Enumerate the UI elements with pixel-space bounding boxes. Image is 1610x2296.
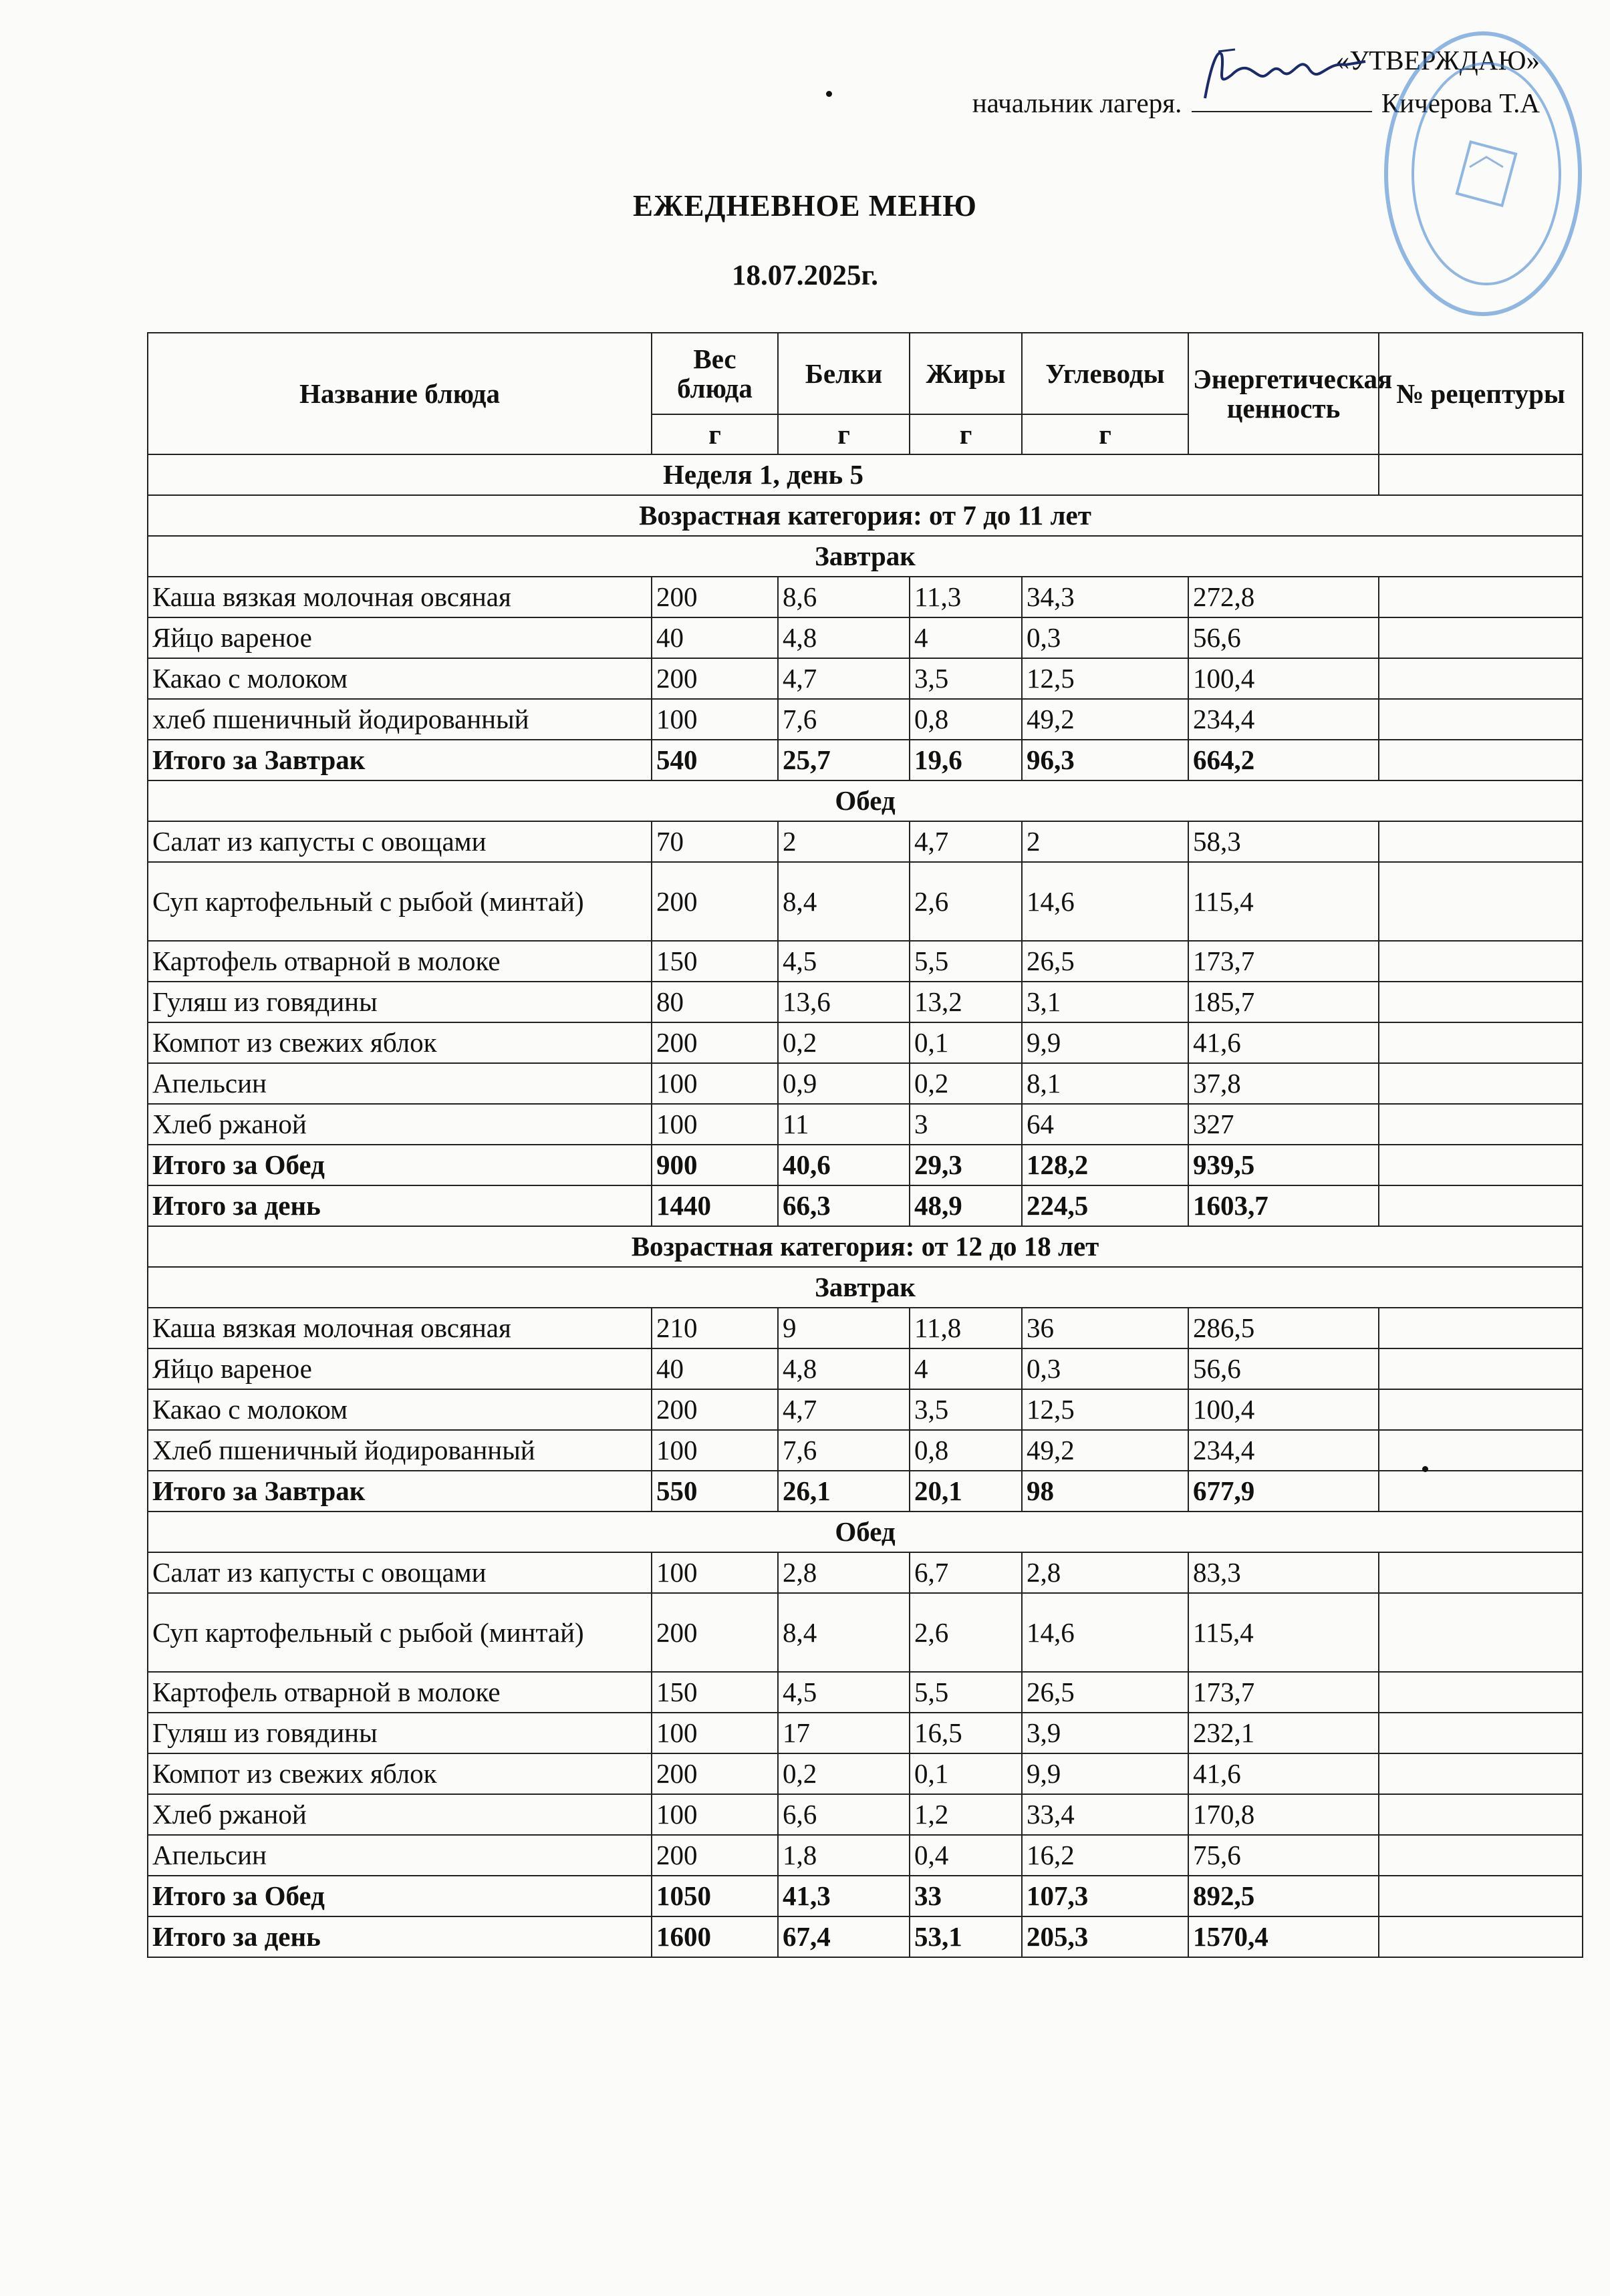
cell-protein: 2 [778,821,910,862]
menu-table [147,332,1583,1958]
cell-protein: 4,5 [778,941,910,982]
cell-fat: 53,1 [910,1916,1022,1957]
cell-energy: 234,4 [1188,1430,1379,1471]
cell-carbs: 9,9 [1022,1022,1188,1063]
cell-energy: 115,4 [1188,1593,1379,1672]
cell-recipe [1379,1145,1583,1185]
cell-name: Каша вязкая молочная овсяная [148,1308,652,1348]
cell-recipe [1379,821,1583,862]
cell-protein: 0,2 [778,1022,910,1063]
cell-carbs: 96,3 [1022,740,1188,780]
week-recipe-cell [1379,454,1583,495]
cell-energy: 272,8 [1188,577,1379,617]
table-row [148,862,1583,941]
cell-carbs: 12,5 [1022,658,1188,699]
cell-weight: 100 [652,1104,778,1145]
table-row [148,1348,1583,1389]
cell-carbs: 0,3 [1022,1348,1188,1389]
cell-energy: 185,7 [1188,982,1379,1022]
meal-title: Обед [148,1512,1583,1552]
cell-weight: 200 [652,1389,778,1430]
cell-recipe [1379,1308,1583,1348]
cell-fat: 16,5 [910,1713,1022,1753]
unit-fat: г [910,414,1022,454]
cell-name: Итого за Обед [148,1145,652,1185]
week-label: Неделя 1, день 5 [148,454,1379,495]
table-row [148,1672,1583,1713]
cell-weight: 200 [652,862,778,941]
cell-recipe [1379,941,1583,982]
table-row [148,577,1583,617]
cell-fat: 4 [910,617,1022,658]
header-weight: Вес блюда [652,333,778,414]
cell-carbs: 205,3 [1022,1916,1188,1957]
header-name: Название блюда [148,333,652,454]
meal-title: Завтрак [148,536,1583,577]
table-row [148,1308,1583,1348]
cell-recipe [1379,1348,1583,1389]
cell-energy: 41,6 [1188,1753,1379,1794]
cell-carbs: 34,3 [1022,577,1188,617]
cell-weight: 150 [652,941,778,982]
cell-fat: 2,6 [910,1593,1022,1672]
cell-recipe [1379,577,1583,617]
cell-carbs: 3,1 [1022,982,1188,1022]
cell-protein: 67,4 [778,1916,910,1957]
cell-recipe [1379,982,1583,1022]
cell-name: Какао с молоком [148,658,652,699]
cell-fat: 11,8 [910,1308,1022,1348]
table-row [148,1430,1583,1471]
cell-energy: 892,5 [1188,1876,1379,1916]
signature-icon [1192,35,1372,108]
cell-name: Суп картофельный с рыбой (минтай) [148,1593,652,1672]
cell-recipe [1379,1430,1583,1471]
cell-carbs: 14,6 [1022,862,1188,941]
cell-energy: 41,6 [1188,1022,1379,1063]
cell-fat: 13,2 [910,982,1022,1022]
cell-energy: 939,5 [1188,1145,1379,1185]
cell-protein: 6,6 [778,1794,910,1835]
table-row [148,982,1583,1022]
cell-protein: 25,7 [778,740,910,780]
table-row [148,941,1583,982]
cell-protein: 4,8 [778,1348,910,1389]
cell-name: хлеб пшеничный йодированный [148,699,652,740]
cell-name: Хлеб пшеничный йодированный [148,1430,652,1471]
cell-carbs: 49,2 [1022,699,1188,740]
cell-protein: 8,4 [778,862,910,941]
cell-fat: 4 [910,1348,1022,1389]
cell-protein: 4,8 [778,617,910,658]
cell-energy: 37,8 [1188,1063,1379,1104]
cell-recipe [1379,1104,1583,1145]
header-fat: Жиры [910,333,1022,414]
cell-carbs: 33,4 [1022,1794,1188,1835]
cell-fat: 5,5 [910,941,1022,982]
age-category: Возрастная категория: от 12 до 18 лет [148,1226,1583,1267]
table-row [148,617,1583,658]
cell-weight: 540 [652,740,778,780]
cell-energy: 664,2 [1188,740,1379,780]
cell-fat: 48,9 [910,1185,1022,1226]
cell-fat: 0,8 [910,699,1022,740]
cell-recipe [1379,658,1583,699]
cell-recipe [1379,1552,1583,1593]
cell-name: Итого за Завтрак [148,1471,652,1512]
cell-recipe [1379,1471,1583,1512]
cell-fat: 3,5 [910,1389,1022,1430]
cell-recipe [1379,1022,1583,1063]
table-row [148,1753,1583,1794]
cell-carbs: 107,3 [1022,1876,1188,1916]
cell-weight: 100 [652,1430,778,1471]
cell-weight: 100 [652,1794,778,1835]
cell-recipe [1379,1389,1583,1430]
table-row [148,699,1583,740]
cell-weight: 40 [652,617,778,658]
cell-carbs: 12,5 [1022,1389,1188,1430]
cell-weight: 40 [652,1348,778,1389]
header-energy: Энергетическая ценность [1188,333,1379,454]
unit-carbs: г [1022,414,1188,454]
table-row [148,1794,1583,1835]
cell-fat: 33 [910,1876,1022,1916]
unit-protein: г [778,414,910,454]
cell-name: Картофель отварной в молоке [148,941,652,982]
cell-protein: 7,6 [778,1430,910,1471]
cell-protein: 40,6 [778,1145,910,1185]
cell-protein: 4,5 [778,1672,910,1713]
cell-weight: 900 [652,1145,778,1185]
cell-energy: 83,3 [1188,1552,1379,1593]
cell-name: Апельсин [148,1063,652,1104]
age-category: Возрастная категория: от 7 до 11 лет [148,495,1583,536]
document-date: 18.07.2025г. [732,260,878,291]
cell-recipe [1379,1593,1583,1672]
cell-name: Гуляш из говядины [148,1713,652,1753]
cell-name: Яйцо вареное [148,1348,652,1389]
approval-heading: «УТВЕРЖДАЮ» [1335,45,1540,76]
cell-weight: 550 [652,1471,778,1512]
cell-protein: 26,1 [778,1471,910,1512]
table-row [148,1389,1583,1430]
cell-weight: 1050 [652,1876,778,1916]
cell-recipe [1379,1672,1583,1713]
cell-energy: 100,4 [1188,658,1379,699]
cell-name: Салат из капусты с овощами [148,1552,652,1593]
unit-weight: г [652,414,778,454]
cell-fat: 6,7 [910,1552,1022,1593]
cell-recipe [1379,1185,1583,1226]
cell-protein: 66,3 [778,1185,910,1226]
cell-carbs: 36 [1022,1308,1188,1348]
cell-weight: 70 [652,821,778,862]
cell-weight: 200 [652,1022,778,1063]
cell-recipe [1379,1753,1583,1794]
cell-carbs: 3,9 [1022,1713,1188,1753]
approval-name: Кичерова Т.А [1381,88,1540,118]
table-row [148,1552,1583,1593]
approval-position: начальник лагеря. [972,88,1182,118]
total-row [148,1876,1583,1916]
table-row [148,1063,1583,1104]
cell-energy: 173,7 [1188,941,1379,982]
cell-weight: 100 [652,1713,778,1753]
cell-name: Хлеб ржаной [148,1794,652,1835]
cell-carbs: 14,6 [1022,1593,1188,1672]
cell-name: Компот из свежих яблок [148,1753,652,1794]
cell-protein: 41,3 [778,1876,910,1916]
meal-title: Обед [148,780,1583,821]
cell-weight: 100 [652,699,778,740]
cell-protein: 0,2 [778,1753,910,1794]
meal-title: Завтрак [148,1267,1583,1308]
cell-recipe [1379,1835,1583,1876]
ink-dot [826,91,832,97]
cell-recipe [1379,699,1583,740]
cell-carbs: 128,2 [1022,1145,1188,1185]
cell-carbs: 26,5 [1022,1672,1188,1713]
cell-name: Суп картофельный с рыбой (минтай) [148,862,652,941]
header-carbs: Углеводы [1022,333,1188,414]
cell-fat: 29,3 [910,1145,1022,1185]
cell-recipe [1379,1876,1583,1916]
cell-weight: 210 [652,1308,778,1348]
cell-fat: 0,1 [910,1022,1022,1063]
cell-name: Хлеб ржаной [148,1104,652,1145]
cell-name: Апельсин [148,1835,652,1876]
cell-carbs: 0,3 [1022,617,1188,658]
cell-energy: 58,3 [1188,821,1379,862]
cell-carbs: 26,5 [1022,941,1188,982]
cell-name: Итого за день [148,1916,652,1957]
total-row [148,1471,1583,1512]
cell-energy: 173,7 [1188,1672,1379,1713]
cell-energy: 56,6 [1188,1348,1379,1389]
ink-dot [1422,1466,1428,1472]
cell-name: Итого за Завтрак [148,740,652,780]
cell-energy: 327 [1188,1104,1379,1145]
cell-fat: 4,7 [910,821,1022,862]
table-row [148,1835,1583,1876]
cell-protein: 17 [778,1713,910,1753]
cell-fat: 0,4 [910,1835,1022,1876]
cell-carbs: 9,9 [1022,1753,1188,1794]
cell-carbs: 98 [1022,1471,1188,1512]
cell-energy: 1570,4 [1188,1916,1379,1957]
cell-protein: 13,6 [778,982,910,1022]
cell-carbs: 8,1 [1022,1063,1188,1104]
cell-protein: 8,6 [778,577,910,617]
cell-carbs: 49,2 [1022,1430,1188,1471]
cell-protein: 1,8 [778,1835,910,1876]
cell-protein: 0,9 [778,1063,910,1104]
cell-name: Какао с молоком [148,1389,652,1430]
cell-protein: 9 [778,1308,910,1348]
cell-name: Гуляш из говядины [148,982,652,1022]
cell-fat: 3 [910,1104,1022,1145]
cell-fat: 0,2 [910,1063,1022,1104]
cell-carbs: 224,5 [1022,1185,1188,1226]
cell-name: Итого за день [148,1185,652,1226]
cell-weight: 200 [652,1753,778,1794]
cell-energy: 100,4 [1188,1389,1379,1430]
table-row [148,658,1583,699]
cell-protein: 4,7 [778,658,910,699]
total-row [148,1145,1583,1185]
cell-weight: 1600 [652,1916,778,1957]
cell-fat: 11,3 [910,577,1022,617]
cell-fat: 2,6 [910,862,1022,941]
cell-recipe [1379,617,1583,658]
table-row [148,1593,1583,1672]
cell-energy: 286,5 [1188,1308,1379,1348]
cell-fat: 3,5 [910,658,1022,699]
cell-name: Компот из свежих яблок [148,1022,652,1063]
cell-carbs: 2 [1022,821,1188,862]
cell-name: Яйцо вареное [148,617,652,658]
cell-recipe [1379,1713,1583,1753]
cell-energy: 234,4 [1188,699,1379,740]
cell-energy: 115,4 [1188,862,1379,941]
signature [1192,82,1372,112]
cell-fat: 19,6 [910,740,1022,780]
table-row [148,1104,1583,1145]
cell-carbs: 16,2 [1022,1835,1188,1876]
cell-fat: 0,1 [910,1753,1022,1794]
cell-carbs: 2,8 [1022,1552,1188,1593]
table-row [148,1713,1583,1753]
cell-weight: 1440 [652,1185,778,1226]
cell-protein: 4,7 [778,1389,910,1430]
cell-weight: 200 [652,658,778,699]
cell-recipe [1379,862,1583,941]
cell-recipe [1379,740,1583,780]
cell-weight: 200 [652,1593,778,1672]
cell-energy: 56,6 [1188,617,1379,658]
cell-weight: 150 [652,1672,778,1713]
cell-energy: 1603,7 [1188,1185,1379,1226]
cell-protein: 7,6 [778,699,910,740]
cell-name: Картофель отварной в молоке [148,1672,652,1713]
cell-energy: 170,8 [1188,1794,1379,1835]
table-row [148,1022,1583,1063]
cell-fat: 1,2 [910,1794,1022,1835]
cell-protein: 8,4 [778,1593,910,1672]
cell-weight: 100 [652,1063,778,1104]
cell-energy: 75,6 [1188,1835,1379,1876]
header-protein: Белки [778,333,910,414]
cell-recipe [1379,1063,1583,1104]
cell-weight: 80 [652,982,778,1022]
header-recipe: № рецептуры [1379,333,1583,454]
cell-fat: 20,1 [910,1471,1022,1512]
cell-recipe [1379,1916,1583,1957]
cell-carbs: 64 [1022,1104,1188,1145]
total-row [148,740,1583,780]
cell-fat: 5,5 [910,1672,1022,1713]
total-row [148,1916,1583,1957]
cell-energy: 232,1 [1188,1713,1379,1753]
cell-fat: 0,8 [910,1430,1022,1471]
table-row [148,821,1583,862]
menu-body [148,454,1583,1957]
cell-recipe [1379,1794,1583,1835]
cell-protein: 2,8 [778,1552,910,1593]
cell-name: Салат из капусты с овощами [148,821,652,862]
cell-weight: 200 [652,577,778,617]
cell-name: Итого за Обед [148,1876,652,1916]
cell-protein: 11 [778,1104,910,1145]
cell-weight: 100 [652,1552,778,1593]
cell-energy: 677,9 [1188,1471,1379,1512]
total-row [148,1185,1583,1226]
cell-weight: 200 [652,1835,778,1876]
document-title: ЕЖЕДНЕВНОЕ МЕНЮ [633,189,977,223]
cell-name: Каша вязкая молочная овсяная [148,577,652,617]
